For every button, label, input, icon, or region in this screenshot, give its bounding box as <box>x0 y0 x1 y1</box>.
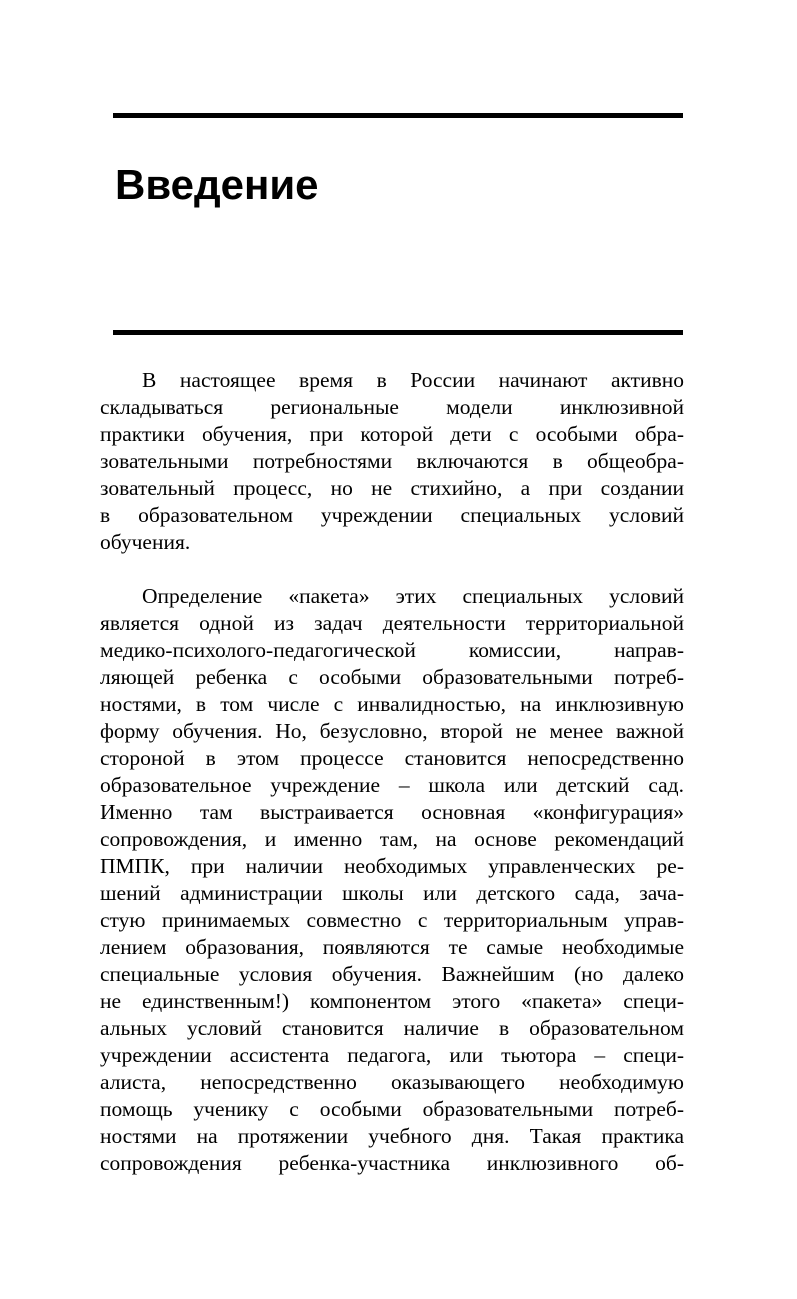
text-line: в образовательном учреждении специальных условий <box>100 503 684 527</box>
text-line: учреждении ассистента педагога, или тьютора – специ- <box>100 1043 684 1067</box>
body-text <box>100 367 684 1177</box>
text-line: сопровождения, и именно там, на основе рекомендаций <box>100 827 684 851</box>
text-line: специальные условия обучения. Важнейшим (но далеко <box>100 962 684 986</box>
text-line: не единственным!) компонентом этого «пакета» специ- <box>100 989 684 1013</box>
text-line: Определение «пакета» этих специальных условий <box>142 584 684 608</box>
text-line: медико-психолого-педагогической комиссии, направ- <box>100 638 684 662</box>
text-line: помощь ученику с особыми образовательными потреб- <box>100 1097 684 1121</box>
text-line: форму обучения. Но, безусловно, второй не менее важной <box>100 719 684 743</box>
text-line: ностями на протяжении учебного дня. Такая практика <box>100 1124 684 1148</box>
text-line: альных условий становится наличие в образовательном <box>100 1016 684 1040</box>
paragraph <box>100 367 684 556</box>
text-line: В настоящее время в России начинают активно <box>142 368 684 392</box>
chapter-title: Введение <box>115 161 319 209</box>
text-line: сопровождения ребенка-участника инклюзивного об- <box>100 1151 684 1175</box>
text-line: практики обучения, при которой дети с особыми обра- <box>100 422 684 446</box>
text-line: ностями, в том числе с инвалидностью, на инклюзивную <box>100 692 684 716</box>
text-line: является одной из задач деятельности территориальной <box>100 611 684 635</box>
text-line: Именно там выстраивается основная «конфигурация» <box>100 800 684 824</box>
text-line: складываться региональные модели инклюзивной <box>100 395 684 419</box>
top-divider-rule <box>113 113 683 118</box>
heading-divider-rule <box>113 330 683 335</box>
text-line: ляющей ребенка с особыми образовательными потреб- <box>100 665 684 689</box>
text-line: стую принимаемых совместно с территориальным управ- <box>100 908 684 932</box>
text-line: зовательный процесс, но не стихийно, а при создании <box>100 476 684 500</box>
text-line: стороной в этом процессе становится непосредственно <box>100 746 684 770</box>
text-line: шений администрации школы или детского сада, зача- <box>100 881 684 905</box>
text-line: зовательными потребностями включаются в общеобра- <box>100 449 684 473</box>
paragraph <box>100 583 684 1177</box>
text-line: ПМПК, при наличии необходимых управленческих ре- <box>100 854 684 878</box>
text-line: образовательное учреждение – школа или детский сад. <box>100 773 684 797</box>
text-line: обучения. <box>100 530 191 554</box>
text-line: лением образования, появляются те самые необходимые <box>100 935 684 959</box>
text-line: алиста, непосредственно оказывающего необходимую <box>100 1070 684 1094</box>
